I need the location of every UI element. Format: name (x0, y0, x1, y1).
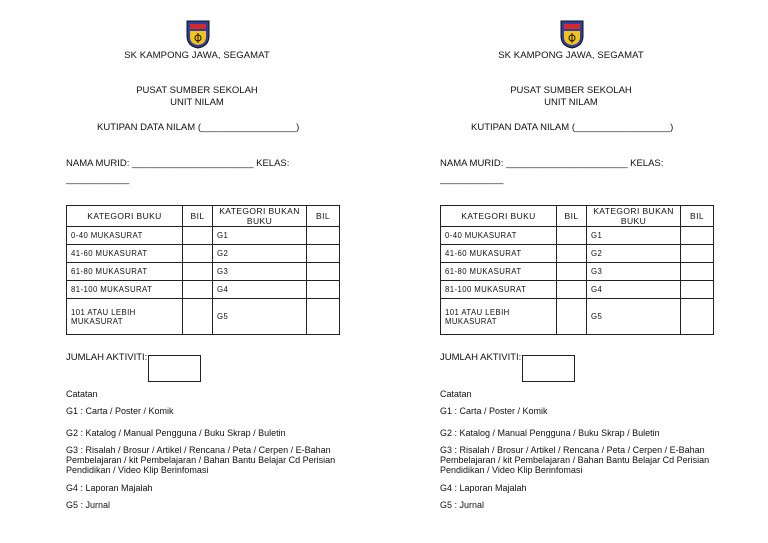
note-g1: G1 : Carta / Poster / Komik (66, 406, 174, 416)
cell-bil[interactable] (681, 299, 714, 335)
form-title-line2: UNIT NILAM (170, 97, 224, 108)
table-header-row (67, 206, 340, 227)
note-g3: G3 : Risalah / Brosur / Artikel / Rencana / Peta / Cerpen / E-Bahan Pembelajaran / kit Pembelajaran / Bahan Bantu Belajar Cd Perisian Pendidikan / Video Klip Berinfomasi (66, 445, 336, 475)
cell-bil[interactable] (681, 245, 714, 263)
category-table (440, 205, 714, 335)
school-name: SK KAMPONG JAWA, SEGAMAT (498, 50, 644, 61)
cell-kategori: 81-100 MUKASURAT (67, 281, 183, 299)
school-crest-icon (185, 19, 211, 49)
cell-bil[interactable] (183, 245, 213, 263)
cell-bil[interactable] (557, 299, 587, 335)
cell-kategori-bukan: G5 (587, 299, 681, 335)
header-kategori-buku: KATEGORI BUKU (441, 206, 557, 227)
cell-kategori: 61-80 MUKASURAT (441, 263, 557, 281)
cell-kategori-bukan: G1 (587, 227, 681, 245)
header-bil: BIL (557, 206, 587, 227)
table-row (67, 245, 340, 263)
table-row (67, 263, 340, 281)
cell-kategori: 0-40 MUKASURAT (441, 227, 557, 245)
cell-bil[interactable] (307, 227, 340, 245)
cell-kategori-bukan: G1 (213, 227, 307, 245)
category-table (66, 205, 340, 335)
table-row (67, 299, 340, 335)
catatan-heading: Catatan (440, 389, 472, 399)
cell-kategori: 61-80 MUKASURAT (67, 263, 183, 281)
cell-kategori-bukan: G2 (213, 245, 307, 263)
note-g1: G1 : Carta / Poster / Komik (440, 406, 548, 416)
note-g2: G2 : Katalog / Manual Pengguna / Buku Skrap / Buletin (440, 428, 660, 438)
cell-kategori: 81-100 MUKASURAT (441, 281, 557, 299)
cell-bil[interactable] (307, 245, 340, 263)
table-row (441, 245, 714, 263)
cell-bil[interactable] (307, 299, 340, 335)
cell-kategori-bukan: G4 (213, 281, 307, 299)
table-row (441, 281, 714, 299)
form-title-line1: PUSAT SUMBER SEKOLAH (136, 85, 258, 96)
nama-murid-field: NAMA MURID: _______________________ KELAS: (66, 158, 290, 169)
table-row (67, 281, 340, 299)
cell-bil[interactable] (557, 227, 587, 245)
cell-bil[interactable] (557, 281, 587, 299)
kutipan-line: KUTIPAN DATA NILAM (__________________) (471, 122, 674, 133)
school-crest-icon (559, 19, 585, 49)
jumlah-aktiviti-box[interactable] (148, 355, 201, 382)
cell-kategori: 41-60 MUKASURAT (67, 245, 183, 263)
form-title-line1: PUSAT SUMBER SEKOLAH (510, 85, 632, 96)
table-row (441, 227, 714, 245)
cell-kategori-bukan: G4 (587, 281, 681, 299)
cell-bil[interactable] (681, 281, 714, 299)
note-g4: G4 : Laporan Majalah (440, 483, 527, 493)
kutipan-line: KUTIPAN DATA NILAM (__________________) (97, 122, 300, 133)
cell-bil[interactable] (183, 227, 213, 245)
cell-kategori-bukan: G3 (587, 263, 681, 281)
cell-bil[interactable] (681, 263, 714, 281)
note-g5: G5 : Jurnal (66, 500, 111, 510)
form-title-line2: UNIT NILAM (544, 97, 598, 108)
header-kategori-bukan-buku: KATEGORI BUKAN BUKU (587, 206, 681, 227)
note-g3: G3 : Risalah / Brosur / Artikel / Rencana / Peta / Cerpen / E-Bahan Pembelajaran / kit Pembelajaran / Bahan Bantu Belajar Cd Perisian Pendidikan / Video Klip Berinfomasi (440, 445, 710, 475)
nama-murid-field: NAMA MURID: _______________________ KELAS: (440, 158, 664, 169)
header-kategori-bukan-buku: KATEGORI BUKAN BUKU (213, 206, 307, 227)
cell-kategori: 0-40 MUKASURAT (67, 227, 183, 245)
cell-bil[interactable] (307, 281, 340, 299)
cell-kategori-bukan: G5 (213, 299, 307, 335)
jumlah-aktiviti-label: JUMLAH AKTIVITI: (440, 352, 522, 363)
table-row (441, 299, 714, 335)
cell-kategori: 101 ATAU LEBIH MUKASURAT (441, 299, 557, 335)
cell-kategori-bukan: G3 (213, 263, 307, 281)
table-row (67, 227, 340, 245)
cell-bil[interactable] (307, 263, 340, 281)
jumlah-aktiviti-label: JUMLAH AKTIVITI: (66, 352, 148, 363)
cell-bil[interactable] (557, 245, 587, 263)
cell-kategori: 101 ATAU LEBIH MUKASURAT (67, 299, 183, 335)
kelas-field: ____________ (440, 174, 504, 185)
cell-bil[interactable] (681, 227, 714, 245)
table-header-row (441, 206, 714, 227)
note-g5: G5 : Jurnal (440, 500, 485, 510)
cell-bil[interactable] (557, 263, 587, 281)
table-row (441, 263, 714, 281)
header-bil: BIL (307, 206, 340, 227)
cell-kategori-bukan: G2 (587, 245, 681, 263)
catatan-heading: Catatan (66, 389, 98, 399)
jumlah-aktiviti-box[interactable] (522, 355, 575, 382)
nilam-form-right (374, 0, 758, 543)
header-kategori-buku: KATEGORI BUKU (67, 206, 183, 227)
kelas-field: ____________ (66, 174, 130, 185)
cell-kategori: 41-60 MUKASURAT (441, 245, 557, 263)
note-g4: G4 : Laporan Majalah (66, 483, 153, 493)
cell-bil[interactable] (183, 299, 213, 335)
cell-bil[interactable] (183, 263, 213, 281)
header-bil: BIL (681, 206, 714, 227)
note-g2: G2 : Katalog / Manual Pengguna / Buku Skrap / Buletin (66, 428, 286, 438)
school-name: SK KAMPONG JAWA, SEGAMAT (124, 50, 270, 61)
cell-bil[interactable] (183, 281, 213, 299)
header-bil: BIL (183, 206, 213, 227)
